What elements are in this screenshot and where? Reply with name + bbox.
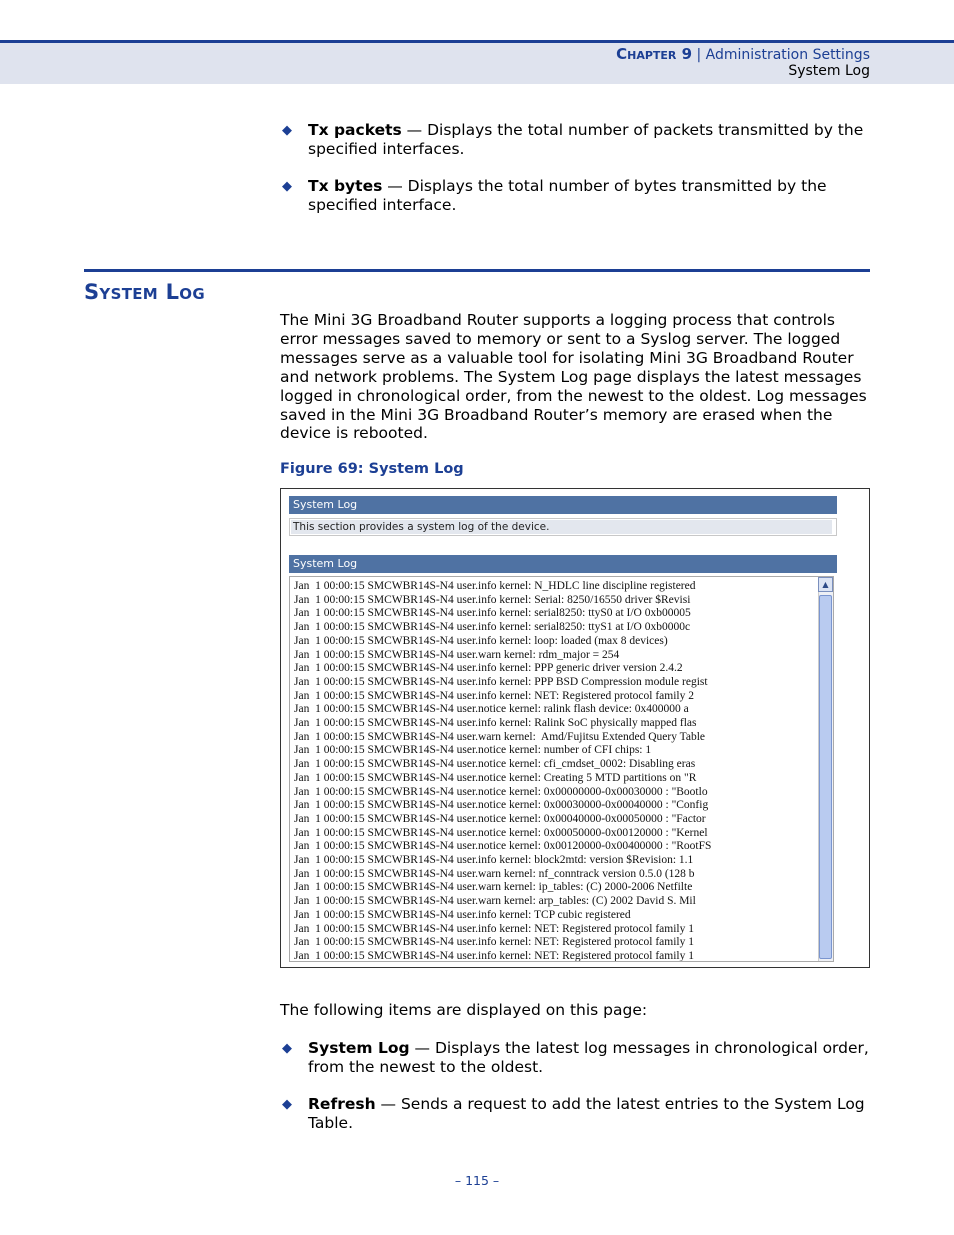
log-line: Jan 1 00:00:15 SMCWBR14S-N4 user.warn kernel: Amd/Fujitsu Extended Query Table [294,730,706,743]
diamond-bullet-icon: ◆ [282,1097,292,1112]
log-panel-title-bar: System Log [289,555,837,573]
figure-caption: Figure 69: System Log [280,461,464,477]
header-section: Administration Settings [705,47,870,63]
panel-description-box [289,518,837,536]
page-number: – 115 – [454,1173,500,1188]
header-separator: | [696,47,702,63]
diamond-bullet-icon: ◆ [282,1041,292,1056]
log-line: Jan 1 00:00:15 SMCWBR14S-N4 user.notice kernel: 0x00030000-0x00040000 : "Config [294,799,709,812]
panel-description: This section provides a system log of the device. [291,520,832,534]
chapter-label: Chapter 9 [616,45,693,63]
log-line: Jan 1 00:00:15 SMCWBR14S-N4 user.info kernel: PPP generic driver version 2.4.2 [294,662,683,675]
log-line: Jan 1 00:00:15 SMCWBR14S-N4 user.info kernel: TCP cubic registered [294,908,631,921]
header-subsection: System Log [788,63,870,79]
bullet-term: System Log [308,1039,410,1057]
log-line: Jan 1 00:00:15 SMCWBR14S-N4 user.info kernel: NET: Registered protocol family 2 [294,689,694,702]
log-line: Jan 1 00:00:15 SMCWBR14S-N4 user.notice kernel: Creating 5 MTD partitions on "R [294,771,697,784]
log-line: Jan 1 00:00:15 SMCWBR14S-N4 user.notice kernel: 0x00120000-0x00400000 : "RootFS [294,840,712,853]
scroll-up-arrow-icon[interactable]: ▲ [818,577,833,592]
log-line: Jan 1 00:00:15 SMCWBR14S-N4 user.info kernel: NET: Registered protocol family 1 [294,922,694,935]
section-title: System Log [84,280,205,304]
bullet-text: — Displays the total number of packets transmitted by the specified interfaces. [308,121,864,158]
log-line: Jan 1 00:00:15 SMCWBR14S-N4 user.notice kernel: ralink flash device: 0x400000 a [294,703,689,716]
log-line: Jan 1 00:00:15 SMCWBR14S-N4 user.warn kernel: arp_tables: (C) 2002 David S. Mil [294,895,696,908]
log-line: Jan 1 00:00:15 SMCWBR14S-N4 user.info kernel: Ralink SoC physically mapped flas [294,717,697,730]
diamond-bullet-icon: ◆ [282,179,292,194]
log-line: Jan 1 00:00:15 SMCWBR14S-N4 user.notice kernel: number of CFI chips: 1 [294,744,652,757]
bullet-text: — Displays the latest log messages in chronological order, from the newest to the oldest. [308,1039,869,1076]
intro-paragraph: The Mini 3G Broadband Router supports a logging process that controls error messages saved to memory or sent to a Syslog server. The logged messages serve as a valuable tool for isolating Mini 3G Broadband Router and network problems. The System Log page displays the latest messages logged in chronological order, from the newest to the oldest. Log messages saved in the Mini 3G Broadband Router’s memory are erased when the device is rebooted. [280,311,867,443]
bottom-bullet-list [280,1039,872,1151]
log-line: Jan 1 00:00:15 SMCWBR14S-N4 user.notice kernel: 0x00050000-0x00120000 : "Kernel [294,826,708,839]
diamond-bullet-icon: ◆ [282,123,292,138]
log-line: Jan 1 00:00:15 SMCWBR14S-N4 user.info kernel: loop: loaded (max 8 devices) [294,634,668,647]
log-line: Jan 1 00:00:15 SMCWBR14S-N4 user.info kernel: NET: Registered protocol family 1 [294,949,694,962]
running-header-chapter [616,45,870,63]
following-items-text: The following items are displayed on this page: [280,1001,648,1019]
bullet-tx-packets [280,121,872,159]
bullet-text: — Displays the total number of bytes transmitted by the specified interface. [308,177,827,214]
scrollbar-thumb[interactable] [819,595,832,959]
log-line: Jan 1 00:00:15 SMCWBR14S-N4 user.info kernel: serial8250: ttyS1 at I/O 0xb0000c [294,621,691,634]
bullet-refresh [280,1095,872,1133]
section-rule [84,269,870,272]
bullet-tx-bytes [280,177,872,215]
log-line: Jan 1 00:00:15 SMCWBR14S-N4 user.info kernel: Serial: 8250/16550 driver $Revisi [294,593,691,606]
log-line: Jan 1 00:00:15 SMCWBR14S-N4 user.warn kernel: rdm_major = 254 [294,648,620,661]
log-line: Jan 1 00:00:15 SMCWBR14S-N4 user.info kernel: NET: Registered protocol family 1 [294,936,694,949]
log-line: Jan 1 00:00:15 SMCWBR14S-N4 user.warn kernel: nf_conntrack version 0.5.0 (128 b [294,867,695,880]
log-line: Jan 1 00:00:15 SMCWBR14S-N4 user.notice kernel: 0x00000000-0x00030000 : "Bootlo [294,785,708,798]
bullet-term: Tx bytes [308,177,383,195]
log-line: Jan 1 00:00:15 SMCWBR14S-N4 user.info kernel: block2mtd: version $Revision: 1.1 [294,854,694,867]
bullet-text: — Sends a request to add the latest entries to the System Log Table. [308,1095,865,1132]
log-line: Jan 1 00:00:15 SMCWBR14S-N4 user.info kernel: N_HDLC line discipline registered [294,580,696,592]
bullet-term: Tx packets [308,121,402,139]
bullet-term: Refresh [308,1095,376,1113]
log-line: Jan 1 00:00:15 SMCWBR14S-N4 user.warn kernel: ip_tables: (C) 2000-2006 Netfilte [294,881,693,894]
system-log-textarea[interactable] [289,576,834,962]
top-bullet-list [280,121,872,233]
log-line: Jan 1 00:00:15 SMCWBR14S-N4 user.notice kernel: 0x00040000-0x00050000 : "Factor [294,812,706,825]
log-line: Jan 1 00:00:15 SMCWBR14S-N4 user.info kernel: PPP BSD Compression module regist [294,675,708,688]
log-line: Jan 1 00:00:15 SMCWBR14S-N4 user.info kernel: serial8250: ttyS0 at I/O 0xb00005 [294,607,691,620]
system-log-figure [280,488,870,968]
panel-title-bar: System Log [289,496,837,514]
bullet-system-log [280,1039,872,1077]
log-line: Jan 1 00:00:15 SMCWBR14S-N4 user.notice kernel: cfi_cmdset_0002: Disabling eras [294,758,696,771]
log-lines [294,580,816,962]
